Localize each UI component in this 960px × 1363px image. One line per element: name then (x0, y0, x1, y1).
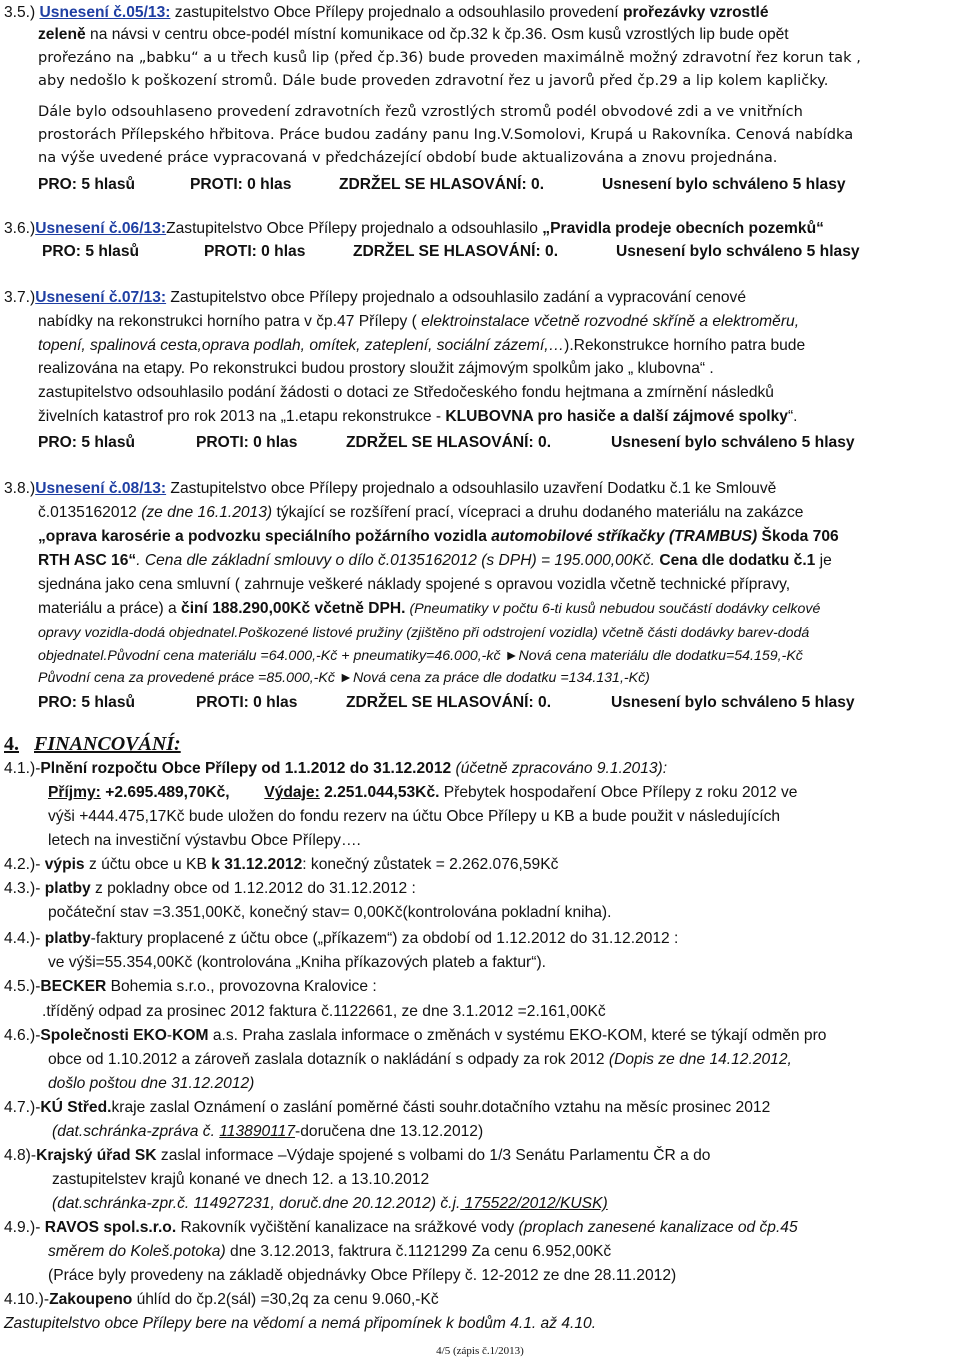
vote-pro: PRO: 5 hlasů (38, 176, 136, 193)
vote-zdrzel: ZDRŽEL SE HLASOVÁNÍ: 0. (339, 176, 545, 193)
s35-line1: 3.5.) Usnesení č.05/13: zastupitelstvo Obce Přílepy projednalo a odsouhlasilo provedení prořezávky vzrostlé (4, 4, 769, 21)
s38-line5: sjednána jako cena smluvní ( zahrnuje veškeré náklady spojené s opravou vozidla včetně technické přípravy, (38, 576, 791, 593)
f45-line1: 4.5.)-BECKER Bohemia s.r.o., provozovna Kralovice : (4, 978, 377, 995)
s37-line1: 3.7.)Usnesení č.07/13: Zastupitelstvo obce Přílepy projednalo a odsouhlasilo zadání a vypracování cenové (4, 289, 747, 306)
vote-result: Usnesení bylo schváleno 5 hlasy (602, 176, 846, 193)
f41-line4: letech na investiční výstavbu Obce Přílepy…. (48, 832, 361, 849)
s35-line6: prostorách Přílepského hřbitova. Práce budou zadány panu Ing.V.Somolovi, Krupá u Rakovníka. Cenová nabídka (38, 126, 854, 143)
s35-line4: aby nedošlo k poškození stromů. Dále bude proveden zdravotní řez u javorů před čp.29 a lip kolem kapličky. (38, 72, 829, 89)
s36-line1: 3.6.)Usnesení č.06/13:Zastupitelstvo Obce Přílepy projednalo a odsouhlasilo „Pravidla prodeje obecních pozemků“ (4, 220, 824, 237)
f43-line1: 4.3.)- platby z pokladny obce od 1.12.2012 do 31.12.2012 : (4, 880, 416, 897)
f41-line2: Příjmy: +2.695.489,70Kč, Výdaje: 2.251.044,53Kč. Přebytek hospodaření Obce Přílepy z roku 2012 ve (48, 784, 798, 801)
f48-line1: 4.8)-Krajský úřad SK zaslal informace –Výdaje spojené s volbami do 1/3 Senátu Parlamentu ČR a do (4, 1147, 711, 1164)
s38-line6: materiálu a práce) a činí 188.290,00Kč včetně DPH. (Pneumatiky v počtu 6-ti kusů nebudou součástí dodávky celkové (38, 600, 821, 617)
section-heading-financovani: 4. FINANCOVÁNÍ: (4, 733, 181, 755)
closing-statement: Zastupitelstvo obce Přílepy bere na vědomí a nemá připomínek k bodům 4.1. až 4.10. (4, 1315, 597, 1332)
f47-line1: 4.7.)-KÚ Střed.kraje zaslal Oznámení o zaslání poměrné části souhr.dotačního vztahu na měsíc prosinec 2012 (4, 1099, 771, 1116)
vote-result: Usnesení bylo schváleno 5 hlasy (611, 434, 855, 451)
s38-line3: „oprava karosérie a podvozku speciálního požárního vozidla automobilové stříkačky (TRAMBUS) Škoda 706 (38, 528, 839, 545)
vote-pro: PRO: 5 hlasů (38, 434, 136, 451)
vote-proti: PROTI: 0 hlas (204, 243, 306, 260)
s35-line2: zeleně na návsi v centru obce-podél místní komunikace od čp.32 k čp.36. Osm kusů vzrostlých lip bude opět (38, 26, 789, 43)
resolution-link-08[interactable]: Usnesení č.08/13: (35, 480, 167, 497)
vote-pro: PRO: 5 hlasů (42, 243, 140, 260)
s35-line5: Dále bylo odsouhlaseno provedení zdravotních řezů vzrostlých stromů podél obvodové zdi a ve vnitřních (38, 103, 803, 120)
f49-line1: 4.9.)- RAVOS spol.s.r.o. Rakovník vyčištění kanalizace na srážkové vody (proplach zanesené kanalizace od čp.45 (4, 1219, 798, 1236)
f44-line2: ve výši=55.354,00Kč (kontrolována „Kniha příkazových plateb a faktur“). (48, 954, 546, 971)
f46-line3: došlo poštou dne 31.12.2012) (48, 1075, 255, 1092)
f45-line2: .tříděný odpad za prosinec 2012 faktura č.1122661, ze dne 3.1.2012 =2.161,00Kč (42, 1003, 606, 1020)
s37-line2: nabídky na rekonstrukci horního patra v čp.47 Přílepy ( elektroinstalace včetně rozvodné skříně a elektroměru, (38, 313, 800, 330)
s38-line2: č.0135162012 (ze dne 16.1.2013) týkající se rozšíření prací, vícepraci a druhu dodaného materiálu na zakázce (38, 504, 804, 521)
f47-line2: (dat.schránka-zpráva č. 113890117-doručena dne 13.12.2012) (52, 1123, 484, 1140)
f49-line2: směrem do Koleš.potoka) dne 3.12.2013, faktrura č.1121299 Za cenu 6.952,00Kč (48, 1243, 612, 1260)
f43-line2: počáteční stav =3.351,00Kč, konečný stav= 0,00Kč(kontrolována pokladní kniha). (48, 904, 612, 921)
vote-result: Usnesení bylo schváleno 5 hlasy (611, 694, 855, 711)
f48-line2: zastupitelstev krajů konané ve dnech 12. a 13.10.2012 (52, 1171, 430, 1188)
f44-line1: 4.4.)- platby-faktury proplacené z účtu obce („příkazem“) za období od 1.12.2012 do 31.12.2012 : (4, 930, 679, 947)
s37-line4: realizována na etapy. Po rekonstrukci budou prostory sloužit zájmovým spolkům jako „ klubovna“ . (38, 360, 714, 377)
s38-line9: Původní cena za provedené práce =85.000,-Kč ►Nová cena za práce dle dodatku =134.131,-Kč) (38, 670, 650, 686)
s35-line3: prořezáno na „babku“ a u třech kusů lip (před čp.36) bude proveden maximálně možný zdravotní řez korun tak , (38, 49, 861, 66)
s35-line7: na výše uvedené práce vypracovaná v předcházející období bude aktualizována a znovu projednána. (38, 149, 778, 166)
f49-line3: (Práce byly provedeny na základě objednávky Obce Přílepy č. 12-2012 ze dne 28.11.2012) (48, 1267, 677, 1284)
page-footer: 4/5 (zápis č.1/2013) (436, 1345, 524, 1357)
f48-line3: (dat.schránka-zpr.č. 114927231, doruč.dne 20.12.2012) č.j. 175522/2012/KUSK) (52, 1195, 608, 1212)
f410-line1: 4.10.)-Zakoupeno úhlíd do čp.2(sál) =30,2q za cenu 9.060,-Kč (4, 1291, 439, 1308)
vote-proti: PROTI: 0 hlas (190, 176, 292, 193)
vote-zdrzel: ZDRŽEL SE HLASOVÁNÍ: 0. (346, 434, 552, 451)
s37-line6: živelních katastrof pro rok 2013 na „1.etapu rekonstrukce - KLUBOVNA pro hasiče a další zájmové spolky“. (38, 408, 798, 425)
f46-line1: 4.6.)-Společnosti EKO-KOM a.s. Praha zaslala informace o změnách v systému EKO-KOM, které se týkají odměn pro (4, 1027, 827, 1044)
f41-line3: výši +444.475,17Kč bude uložen do fondu rezerv na účtu Obce Přílepy u KB a bude použit v následujících (48, 808, 781, 825)
s37-line3: topení, spalinová cesta,oprava podlah, omítek, zateplení, sociální zázemí,…).Rekonstrukce horního patra bude (38, 337, 806, 354)
f41-line1: 4.1.)-Plnění rozpočtu Obce Přílepy od 1.1.2012 do 31.12.2012 (účetně zpracováno 9.1.2013): (4, 760, 668, 777)
resolution-link-05[interactable]: Usnesení č.05/13: (39, 4, 171, 21)
vote-result: Usnesení bylo schváleno 5 hlasy (616, 243, 860, 260)
vote-proti: PROTI: 0 hlas (196, 434, 298, 451)
f42-line1: 4.2.)- výpis z účtu obce u KB k 31.12.2012: konečný zůstatek = 2.262.076,59Kč (4, 856, 559, 873)
s38-line7: opravy vozidla-dodá objednatel.Poškozené listové pružiny (zjištěno při odstrojení vozidla) včetně části dodávky barev-dodá (38, 625, 810, 641)
f46-line2: obce od 1.10.2012 a zároveň zaslala dotazník o nakládání s odpady za rok 2012 (Dopis ze dne 14.12.2012, (48, 1051, 792, 1068)
vote-zdrzel: ZDRŽEL SE HLASOVÁNÍ: 0. (353, 243, 559, 260)
s38-line8: objednatel.Původní cena materiálu =64.000,-Kč + pneumatiky=46.000,-kč ►Nová cena materiálu dle dodatku=54.159,-Kč (38, 648, 803, 664)
resolution-link-07[interactable]: Usnesení č.07/13: (35, 289, 167, 306)
resolution-link-06[interactable]: Usnesení č.06/13: (35, 220, 167, 237)
s37-line5: zastupitelstvo odsouhlasilo podání žádosti o dotaci ze Středočeského fondu hejtmana a zmírnění následků (38, 384, 774, 401)
vote-proti: PROTI: 0 hlas (196, 694, 298, 711)
vote-zdrzel: ZDRŽEL SE HLASOVÁNÍ: 0. (346, 694, 552, 711)
vote-pro: PRO: 5 hlasů (38, 694, 136, 711)
s38-line4: RTH ASC 16“. Cena dle základní smlouvy o dílo č.0135162012 (s DPH) = 195.000,00Kč. Cena dle dodatku č.1 je (38, 552, 832, 569)
s38-line1: 3.8.)Usnesení č.08/13: Zastupitelstvo obce Přílepy projednalo a odsouhlasilo uzavření Dodatku č.1 ke Smlouvě (4, 480, 777, 497)
